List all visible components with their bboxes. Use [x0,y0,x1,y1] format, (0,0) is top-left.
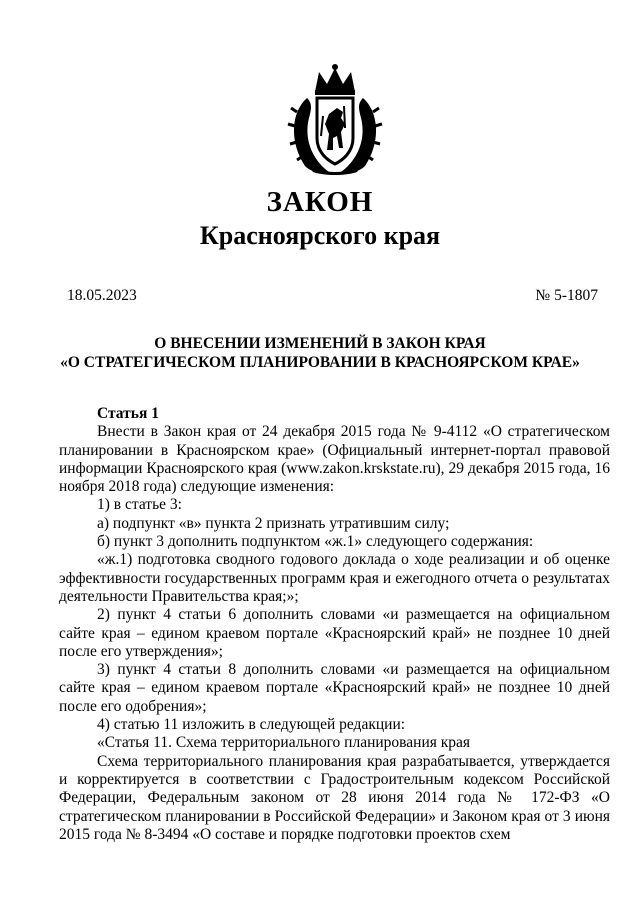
document-heading [0,334,640,372]
coat-of-arms-icon [287,62,383,176]
law-title: ЗАКОН [266,186,374,218]
law-number: № 5-1807 [535,287,598,304]
body-paragraph: «Статья 11. Схема территориального планирования края [97,734,471,752]
body-paragraph: 4) статью 11 изложить в следующей редакции: [97,716,406,734]
body-paragraph: Схема территориального планирования края разрабатывается, утверждается и корректируется в соответствии с Градостроительным кодексом Российской Федерации, Федеральным законом от 28 июня 2014 года № 172-ФЗ «О стратегическом планировании в Российской Федерации» и Законом края от 3 июня 2015 года № 8-3494 «О составе и порядке подготовки проектов схем [59,752,610,843]
body-paragraph: 1) в статье 3: [97,496,182,514]
body-paragraph: 2) пункт 4 статьи 6 дополнить словами «и размещается на официальном сайте края – едином краевом портале «Красноярский край» не позднее 10 дней после его утверждения»; [59,606,610,660]
document-body [59,405,610,844]
body-paragraph: 3) пункт 4 статьи 8 дополнить словами «и размещается на официальном сайте края – едином краевом портале «Красноярский край» не позднее 10 дней после его одобрения»; [59,661,610,715]
body-paragraph: «ж.1) подготовка сводного годового доклада о ходе реализации и об оценке эффективности государственных программ края и ежегодного отчета о результатах деятельности Правительства края;»; [59,551,610,605]
article-title: Статья 1 [97,405,159,422]
law-date: 18.05.2023 [67,287,137,304]
body-paragraph: б) пункт 3 дополнить подпунктом «ж.1» следующего содержания: [97,533,534,551]
heading-line-1: О ВНЕСЕНИИ ИЗМЕНЕНИЙ В ЗАКОН КРАЯ [154,335,486,352]
heading-line-2: «О СТРАТЕГИЧЕСКОМ ПЛАНИРОВАНИИ В КРАСНОЯРСКОМ КРАЕ» [60,354,580,371]
law-region: Красноярского края [199,221,441,250]
body-paragraph: Внести в Закон края от 24 декабря 2015 года № 9-4112 «О стратегическом планировании в Красноярском крае» (Официальный интернет-портал правовой информации Красноярского края (www.zakon.krskstate.ru), 29 декабря 2015 года, 16 ноября 2018 года) следующие изменения: [59,423,610,496]
body-paragraph: а) подпункт «в» пункта 2 признать утратившим силу; [97,514,450,532]
